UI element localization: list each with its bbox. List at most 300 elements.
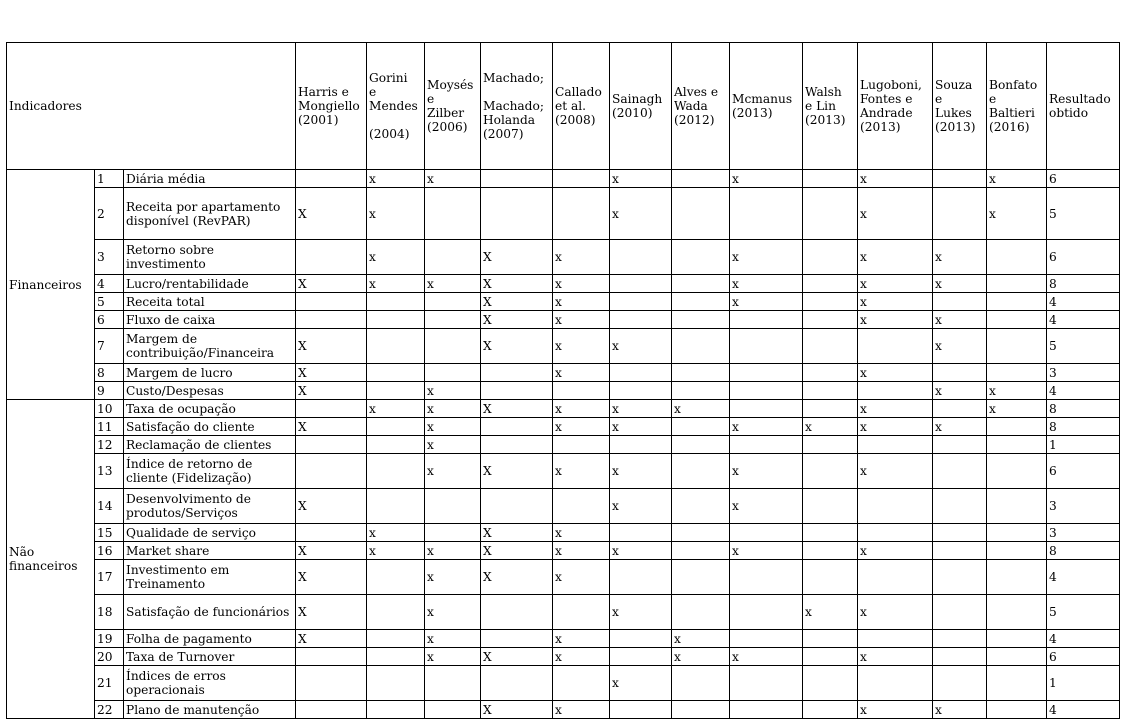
header-result: Resultado obtido [1047, 43, 1120, 170]
mark-cell: x [987, 400, 1047, 418]
mark-cell [481, 382, 553, 400]
result-cell: 4 [1047, 293, 1120, 311]
mark-cell [610, 701, 672, 719]
mark-cell: x [425, 630, 481, 648]
mark-cell [296, 454, 367, 489]
mark-cell [296, 666, 367, 701]
table-row [7, 436, 1120, 454]
mark-cell [730, 311, 803, 329]
mark-cell: x [553, 648, 610, 666]
mark-cell [933, 524, 987, 542]
mark-cell [481, 595, 553, 630]
mark-cell [730, 701, 803, 719]
mark-cell [367, 436, 425, 454]
mark-cell [858, 436, 933, 454]
mark-cell: x [610, 666, 672, 701]
mark-cell [730, 666, 803, 701]
group-label: Financeiros [7, 170, 95, 400]
table-row [7, 400, 1120, 418]
table-row [7, 188, 1120, 240]
indicator-name: Índice de retorno de cliente (Fidelização) [124, 454, 296, 489]
table-row [7, 275, 1120, 293]
mark-cell: x [553, 311, 610, 329]
mark-cell: x [858, 311, 933, 329]
mark-cell [858, 630, 933, 648]
mark-cell: x [672, 648, 730, 666]
mark-cell [425, 489, 481, 524]
table-row [7, 560, 1120, 595]
mark-cell: x [610, 188, 672, 240]
mark-cell [553, 489, 610, 524]
table-row [7, 524, 1120, 542]
mark-cell: X [481, 275, 553, 293]
mark-cell [803, 454, 858, 489]
indicator-name: Receita total [124, 293, 296, 311]
mark-cell [610, 364, 672, 382]
mark-cell: x [367, 275, 425, 293]
result-cell: 8 [1047, 400, 1120, 418]
mark-cell [367, 630, 425, 648]
mark-cell [933, 436, 987, 454]
header-author-12: Bonfato e Baltieri (2016) [987, 43, 1047, 170]
mark-cell [933, 454, 987, 489]
mark-cell [858, 489, 933, 524]
table-body [7, 170, 1120, 719]
row-number: 7 [95, 329, 124, 364]
indicator-name: Desenvolvimento de produtos/Serviços [124, 489, 296, 524]
mark-cell: x [858, 400, 933, 418]
mark-cell [481, 436, 553, 454]
mark-cell: X [481, 560, 553, 595]
indicator-name: Margem de contribuição/Financeira [124, 329, 296, 364]
mark-cell: x [425, 454, 481, 489]
mark-cell [296, 524, 367, 542]
mark-cell [803, 240, 858, 275]
mark-cell [425, 188, 481, 240]
mark-cell [858, 666, 933, 701]
mark-cell [803, 188, 858, 240]
mark-cell [987, 418, 1047, 436]
mark-cell: X [296, 364, 367, 382]
table-row [7, 170, 1120, 188]
mark-cell [672, 701, 730, 719]
mark-cell [425, 311, 481, 329]
mark-cell: x [425, 542, 481, 560]
mark-cell: X [481, 524, 553, 542]
row-number: 6 [95, 311, 124, 329]
mark-cell: x [553, 275, 610, 293]
mark-cell [730, 382, 803, 400]
mark-cell: x [425, 170, 481, 188]
table-row [7, 595, 1120, 630]
row-number: 10 [95, 400, 124, 418]
mark-cell [553, 436, 610, 454]
mark-cell: x [553, 400, 610, 418]
indicator-name: Retorno sobre investimento [124, 240, 296, 275]
mark-cell [296, 701, 367, 719]
table-row [7, 666, 1120, 701]
mark-cell [672, 382, 730, 400]
row-number: 1 [95, 170, 124, 188]
mark-cell [367, 293, 425, 311]
mark-cell: x [553, 329, 610, 364]
header-author-6: Sainagh (2010) [610, 43, 672, 170]
mark-cell [481, 489, 553, 524]
mark-cell: x [610, 595, 672, 630]
mark-cell [296, 648, 367, 666]
mark-cell [367, 560, 425, 595]
mark-cell: x [367, 524, 425, 542]
table-row [7, 364, 1120, 382]
mark-cell [858, 382, 933, 400]
indicator-name: Diária média [124, 170, 296, 188]
table-row [7, 454, 1120, 489]
mark-cell: X [296, 418, 367, 436]
mark-cell: x [610, 454, 672, 489]
mark-cell [425, 329, 481, 364]
mark-cell [987, 364, 1047, 382]
mark-cell [933, 293, 987, 311]
mark-cell [803, 275, 858, 293]
mark-cell [987, 293, 1047, 311]
result-cell: 4 [1047, 630, 1120, 648]
row-number: 11 [95, 418, 124, 436]
row-number: 20 [95, 648, 124, 666]
mark-cell [553, 382, 610, 400]
row-number: 14 [95, 489, 124, 524]
header-author-10: Lugoboni, Fontes e Andrade (2013) [858, 43, 933, 170]
mark-cell: x [730, 293, 803, 311]
mark-cell: x [425, 275, 481, 293]
mark-cell: x [858, 170, 933, 188]
mark-cell: x [610, 542, 672, 560]
mark-cell: x [933, 418, 987, 436]
mark-cell: x [367, 240, 425, 275]
mark-cell [933, 666, 987, 701]
mark-cell [858, 560, 933, 595]
mark-cell [987, 595, 1047, 630]
mark-cell [610, 436, 672, 454]
mark-cell [803, 382, 858, 400]
mark-cell [933, 560, 987, 595]
mark-cell: X [481, 240, 553, 275]
mark-cell [730, 560, 803, 595]
mark-cell [987, 436, 1047, 454]
result-cell: 3 [1047, 364, 1120, 382]
mark-cell: x [858, 542, 933, 560]
mark-cell: x [933, 382, 987, 400]
mark-cell: x [803, 418, 858, 436]
mark-cell: x [553, 454, 610, 489]
mark-cell [425, 524, 481, 542]
mark-cell: x [730, 648, 803, 666]
mark-cell [610, 648, 672, 666]
mark-cell: x [425, 436, 481, 454]
mark-cell [481, 418, 553, 436]
indicator-name: Investimento em Treinamento [124, 560, 296, 595]
mark-cell [367, 595, 425, 630]
row-number: 5 [95, 293, 124, 311]
indicator-name: Taxa de Turnover [124, 648, 296, 666]
mark-cell: x [553, 701, 610, 719]
row-number: 17 [95, 560, 124, 595]
header-author-7: Alves e Wada (2012) [672, 43, 730, 170]
mark-cell: x [730, 240, 803, 275]
mark-cell [481, 630, 553, 648]
result-cell: 8 [1047, 418, 1120, 436]
mark-cell [933, 364, 987, 382]
mark-cell [987, 648, 1047, 666]
result-cell: 3 [1047, 489, 1120, 524]
mark-cell [730, 188, 803, 240]
mark-cell [803, 293, 858, 311]
mark-cell [672, 542, 730, 560]
table-row [7, 648, 1120, 666]
result-cell: 8 [1047, 542, 1120, 560]
mark-cell [803, 524, 858, 542]
mark-cell: x [367, 542, 425, 560]
row-number: 16 [95, 542, 124, 560]
row-number: 21 [95, 666, 124, 701]
header-author-3: Moysés e Zilber (2006) [425, 43, 481, 170]
mark-cell: x [730, 489, 803, 524]
mark-cell [987, 542, 1047, 560]
result-cell: 3 [1047, 524, 1120, 542]
mark-cell [296, 293, 367, 311]
mark-cell [296, 311, 367, 329]
mark-cell [933, 170, 987, 188]
mark-cell: X [481, 454, 553, 489]
result-cell: 4 [1047, 382, 1120, 400]
mark-cell: x [933, 275, 987, 293]
mark-cell: X [296, 542, 367, 560]
table-row [7, 240, 1120, 275]
mark-cell: x [730, 542, 803, 560]
mark-cell: X [481, 329, 553, 364]
result-cell: 5 [1047, 329, 1120, 364]
mark-cell [296, 400, 367, 418]
mark-cell [610, 524, 672, 542]
indicator-name: Satisfação de funcionários [124, 595, 296, 630]
mark-cell [296, 436, 367, 454]
row-number: 3 [95, 240, 124, 275]
header-author-11: Souza e Lukes (2013) [933, 43, 987, 170]
mark-cell [987, 454, 1047, 489]
mark-cell: x [553, 293, 610, 311]
mark-cell: x [858, 701, 933, 719]
mark-cell [672, 329, 730, 364]
mark-cell [803, 666, 858, 701]
mark-cell: x [858, 454, 933, 489]
mark-cell [481, 666, 553, 701]
mark-cell [672, 418, 730, 436]
mark-cell [672, 489, 730, 524]
mark-cell [803, 560, 858, 595]
mark-cell: x [858, 188, 933, 240]
mark-cell [367, 648, 425, 666]
mark-cell: X [296, 560, 367, 595]
mark-cell [367, 489, 425, 524]
mark-cell: x [933, 240, 987, 275]
mark-cell [672, 293, 730, 311]
mark-cell [933, 648, 987, 666]
mark-cell [367, 382, 425, 400]
row-number: 19 [95, 630, 124, 648]
mark-cell: x [553, 630, 610, 648]
mark-cell [730, 524, 803, 542]
row-number: 8 [95, 364, 124, 382]
row-number: 22 [95, 701, 124, 719]
mark-cell [553, 666, 610, 701]
mark-cell [803, 630, 858, 648]
mark-cell [553, 595, 610, 630]
mark-cell: x [987, 382, 1047, 400]
mark-cell [933, 188, 987, 240]
mark-cell [803, 436, 858, 454]
mark-cell [367, 329, 425, 364]
mark-cell [610, 630, 672, 648]
header-author-4: Machado; Machado; Holanda (2007) [481, 43, 553, 170]
mark-cell [803, 542, 858, 560]
mark-cell: X [481, 542, 553, 560]
header-author-1: Harris e Mongiello (2001) [296, 43, 367, 170]
mark-cell [481, 364, 553, 382]
indicator-name: Taxa de ocupação [124, 400, 296, 418]
mark-cell [803, 329, 858, 364]
mark-cell: x [425, 418, 481, 436]
mark-cell: x [672, 630, 730, 648]
mark-cell [425, 364, 481, 382]
mark-cell [933, 542, 987, 560]
mark-cell [672, 364, 730, 382]
mark-cell [367, 454, 425, 489]
mark-cell [672, 311, 730, 329]
mark-cell [803, 400, 858, 418]
mark-cell [610, 382, 672, 400]
row-number: 13 [95, 454, 124, 489]
mark-cell [987, 240, 1047, 275]
mark-cell: x [858, 418, 933, 436]
mark-cell: x [730, 454, 803, 489]
mark-cell [933, 489, 987, 524]
mark-cell: x [610, 418, 672, 436]
mark-cell: x [610, 329, 672, 364]
mark-cell [987, 275, 1047, 293]
indicator-name: Custo/Despesas [124, 382, 296, 400]
mark-cell: x [553, 524, 610, 542]
mark-cell [987, 329, 1047, 364]
mark-cell [730, 329, 803, 364]
indicator-name: Fluxo de caixa [124, 311, 296, 329]
mark-cell [425, 293, 481, 311]
mark-cell: x [933, 329, 987, 364]
table-row [7, 542, 1120, 560]
mark-cell [730, 364, 803, 382]
mark-cell [987, 701, 1047, 719]
mark-cell [803, 364, 858, 382]
mark-cell: x [858, 240, 933, 275]
mark-cell [296, 240, 367, 275]
mark-cell: x [553, 418, 610, 436]
mark-cell: X [296, 382, 367, 400]
mark-cell [803, 701, 858, 719]
header-author-9: Walsh e Lin (2013) [803, 43, 858, 170]
mark-cell [803, 489, 858, 524]
mark-cell [672, 240, 730, 275]
table-row [7, 382, 1120, 400]
mark-cell: x [730, 170, 803, 188]
mark-cell: x [367, 188, 425, 240]
mark-cell: x [858, 648, 933, 666]
indicator-name: Folha de pagamento [124, 630, 296, 648]
mark-cell [425, 701, 481, 719]
result-cell: 6 [1047, 454, 1120, 489]
mark-cell [987, 524, 1047, 542]
mark-cell: x [803, 595, 858, 630]
mark-cell [672, 524, 730, 542]
mark-cell [672, 666, 730, 701]
mark-cell: x [933, 701, 987, 719]
row-number: 12 [95, 436, 124, 454]
mark-cell [987, 630, 1047, 648]
table-row [7, 701, 1120, 719]
mark-cell [858, 524, 933, 542]
table-row [7, 311, 1120, 329]
mark-cell: X [296, 275, 367, 293]
indicator-name: Índices de erros operacionais [124, 666, 296, 701]
mark-cell: x [425, 400, 481, 418]
mark-cell: X [481, 311, 553, 329]
mark-cell: x [610, 489, 672, 524]
mark-cell [610, 275, 672, 293]
mark-cell [672, 454, 730, 489]
result-cell: 4 [1047, 560, 1120, 595]
mark-cell [672, 560, 730, 595]
result-cell: 5 [1047, 188, 1120, 240]
indicator-name: Receita por apartamento disponível (RevPAR) [124, 188, 296, 240]
mark-cell [730, 436, 803, 454]
mark-cell [933, 595, 987, 630]
mark-cell: X [296, 489, 367, 524]
mark-cell: x [367, 400, 425, 418]
mark-cell [610, 293, 672, 311]
mark-cell [610, 560, 672, 595]
mark-cell [987, 311, 1047, 329]
mark-cell [803, 311, 858, 329]
mark-cell [987, 489, 1047, 524]
indicator-name: Reclamação de clientes [124, 436, 296, 454]
mark-cell: X [481, 701, 553, 719]
mark-cell [367, 701, 425, 719]
table-row [7, 489, 1120, 524]
mark-cell: X [481, 400, 553, 418]
indicator-name: Plano de manutenção [124, 701, 296, 719]
result-cell: 4 [1047, 701, 1120, 719]
mark-cell: x [425, 382, 481, 400]
mark-cell: x [425, 595, 481, 630]
table-row [7, 293, 1120, 311]
mark-cell [672, 275, 730, 293]
mark-cell: X [481, 293, 553, 311]
mark-cell: x [858, 293, 933, 311]
mark-cell [672, 436, 730, 454]
group-label: Não financeiros [7, 400, 95, 719]
mark-cell [296, 170, 367, 188]
mark-cell: x [610, 400, 672, 418]
mark-cell [933, 630, 987, 648]
mark-cell [367, 311, 425, 329]
mark-cell: x [425, 560, 481, 595]
